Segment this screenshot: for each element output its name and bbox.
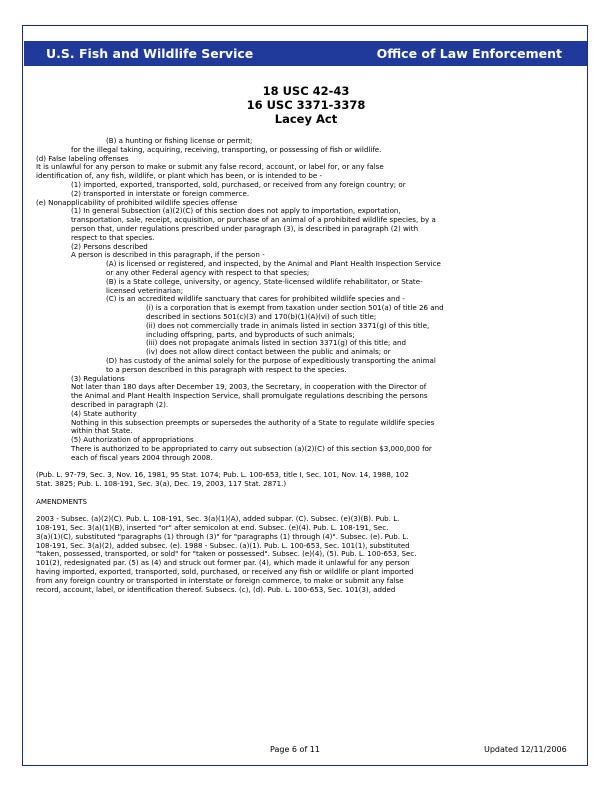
- page-header-bar: [24, 41, 587, 66]
- text-line: 2003 - Subsec. (a)(2)(C). Pub. L. 108-191, Sec. 3(a)(1)(A), added subpar. (C). Subsec. (e)(3)(B). Pub. L.: [36, 514, 400, 524]
- text-line: (C) is an accredited wildlife sanctuary that cares for prohibited wildlife species and -: [106, 294, 405, 304]
- text-line: from any foreign country or transported in interstate or foreign commerce, to make or submit any false: [36, 575, 404, 585]
- text-line: described in sections 501(c)(3) and 170(b)(1)(A)(vi) of such title;: [146, 311, 377, 321]
- text-line: including offspring, parts, and byproducts of such animals;: [146, 329, 355, 339]
- updated-date: Updated 12/11/2006: [484, 745, 567, 754]
- text-line: the Animal and Plant Health Inspection Service, shall promulgate regulations describing the persons: [71, 391, 428, 401]
- text-line: having imported, exported, transported, sold, purchased, or received any fish or wildlife or plant imported: [36, 567, 414, 577]
- text-line: (1) imported, exported, transported, sold, purchased, or received from any foreign country; or: [71, 179, 406, 189]
- text-line: (B) is a State college, university, or agency, State-licensed wildlife rehabilitator, or State-: [106, 276, 423, 286]
- text-line: Not later than 180 days after December 19, 2003, the Secretary, in cooperation with the Director of: [71, 382, 427, 392]
- text-line: It is unlawful for any person to make or submit any false record, account, or label for, or any false: [36, 162, 384, 172]
- text-line: identification of, any fish, wildlife, or plant which has been, or is intended to be -: [36, 171, 323, 181]
- page-number: Page 6 of 11: [270, 745, 320, 754]
- title-line-2: 16 USC 3371-3378: [246, 98, 366, 112]
- text-line: 3(a)(1)(C), substituted "paragraphs (1) through (3)" for "paragraphs (1) through (4)". Subsec. (e). Pub. L.: [36, 531, 409, 541]
- text-line: 101(2), redesignated par. (5) as (4) and struck out former par. (4), which made it unlawful for any person: [36, 558, 410, 568]
- text-line: (B) a hunting or fishing license or permit;: [106, 136, 253, 145]
- text-line: AMENDMENTS: [36, 496, 87, 506]
- text-line: (1) In general Subsection (a)(2)(C) of this section does not apply to importation, exportation,: [71, 206, 401, 216]
- text-line: or any other Federal agency with respect to that species;: [106, 267, 310, 277]
- text-line: (5) Authorization of appropriations: [71, 435, 194, 445]
- text-line: (4) State authority: [71, 408, 137, 418]
- text-line: licensed veterinarian;: [106, 285, 184, 295]
- text-line: (iv) does not allow direct contact between the public and animals; or: [146, 347, 391, 357]
- text-line: (2) Persons described: [71, 241, 148, 251]
- text-line: (A) is licensed or registered, and inspected, by the Animal and Plant Health Inspection Service: [106, 259, 441, 269]
- document-body: [36, 137, 576, 594]
- text-line: for the illegal taking, acquiring, receiving, transporting, or possessing of fish or wildlife.: [71, 144, 382, 154]
- text-line: (D) has custody of the animal solely for the purpose of expeditiously transporting the animal: [106, 355, 436, 365]
- text-line: person that, under regulations prescribed under paragraph (3), is described in paragraph (2) with: [71, 223, 419, 233]
- text-line: 108-191, Sec. 3(a)(2), added subsec. (e). 1988 - Subsec. (a)(1). Pub. L. 100-653, Sec. 101(1), substituted: [36, 540, 410, 550]
- text-line: There is authorized to be appropriated to carry out subsection (a)(2)(C) of this section $3,000,000 for: [71, 443, 432, 453]
- title-line-1: 18 USC 42-43: [262, 84, 350, 98]
- text-line: Nothing in this subsection preempts or supersedes the authority of a State to regulate wildlife species: [71, 417, 435, 427]
- text-line: (iii) does not propagate animals listed in section 3371(g) of this title; and: [146, 338, 406, 348]
- text-line: (ii) does not commercially trade in animals listed in section 3371(g) of this title,: [146, 320, 430, 330]
- text-line: within that State.: [71, 426, 133, 436]
- text-line: to a person described in this paragraph with respect to the species.: [106, 364, 347, 374]
- text-line: Stat. 3825; Pub. L. 108-191, Sec. 3(a), Dec. 19, 2003, 117 Stat. 2871.): [36, 479, 287, 489]
- text-line: transportation, sale, receipt, acquisition, or purchase of an animal of a prohibited wildlife species, by a: [71, 215, 436, 225]
- title-line-3: Lacey Act: [274, 112, 338, 126]
- text-line: (3) Regulations: [71, 373, 125, 383]
- text-line: 108-191, Sec. 3(a)(1)(B), inserted "or" after semicolon at end. Subsec. (e)(4). Pub. L. 108-191, Sec.: [36, 523, 389, 533]
- text-line: (e) Nonapplicability of prohibited wildlife species offense: [36, 197, 238, 207]
- text-line: "taken, possessed, transported, or sold" for "taken or possessed". Subsec. (e)(4), (5). Pub. L. 100-653, Sec.: [36, 549, 417, 559]
- text-line: described in paragraph (2).: [71, 399, 169, 409]
- text-line: record, account, label, or identification thereof. Subsecs. (c), (d). Pub. L. 100-653, Sec. 101(3), added: [36, 584, 396, 594]
- text-line: (2) transported in interstate or foreign commerce.: [71, 188, 250, 198]
- text-line: respect to that species.: [71, 232, 155, 242]
- text-line: (d) False labeling offenses: [36, 153, 129, 163]
- text-line: each of fiscal years 2004 through 2008.: [71, 452, 213, 462]
- office-name: Office of Law Enforcement: [376, 46, 562, 61]
- agency-name: U.S. Fish and Wildlife Service: [46, 46, 254, 61]
- text-line: A person is described in this paragraph, if the person -: [71, 250, 265, 260]
- text-line: (i) is a corporation that is exempt from taxation under section 501(a) of title 26 and: [146, 303, 444, 313]
- blank-line: [36, 489, 576, 498]
- text-line: (Pub. L. 97-79, Sec. 3, Nov. 16, 1981, 95 Stat. 1074; Pub. L. 100-653, title I, Sec. 101, Nov. 14, 1988, 102: [36, 470, 409, 480]
